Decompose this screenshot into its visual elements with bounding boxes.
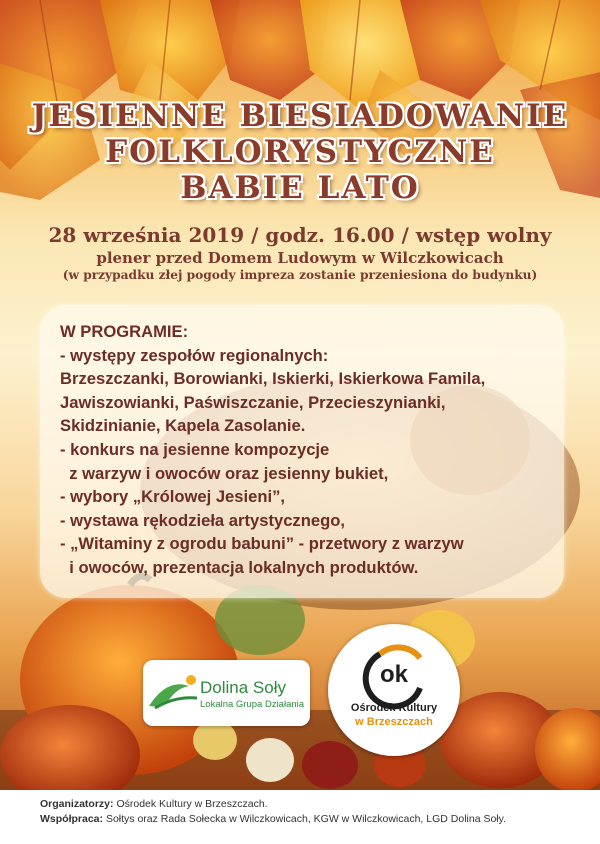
footer-cooperation [40, 812, 506, 827]
dolina-sola-subtitle: Lokalna Grupa Działania [200, 699, 305, 710]
program-line: - wystawa rękodzieła artystycznego, [60, 510, 345, 530]
event-date: 28 września 2019 / godz. 16.00 / wstęp wolny [48, 223, 552, 247]
event-place: plener przed Domem Ludowym w Wilczkowicach [96, 249, 504, 267]
ok-mark-text: ok [379, 661, 409, 688]
program-line: Jawiszowianki, Paświszczanie, Przecieszynianki, [60, 392, 446, 412]
program-line: i owoców, prezentacja lokalnych produktów. [60, 557, 419, 577]
osrodek-kultury-logo [328, 624, 460, 756]
footer [40, 797, 506, 827]
organizers-value: Ośrodek Kultury w Brzeszczach. [116, 798, 268, 810]
program-line: z warzyw i owoców oraz jesienny bukiet, [60, 463, 389, 483]
organizers-label: Organizatorzy: [40, 798, 114, 810]
title-line-3: BABIE LATO [180, 170, 420, 206]
dolina-sola-mark-icon [147, 668, 207, 718]
program-line: - wybory „Królowej Jesieni”, [60, 487, 285, 507]
program-line: Brzeszczanki, Borowianki, Iskierki, Iskierkowa Famila, [60, 369, 486, 389]
ok-name: Ośrodek Kultury [350, 702, 438, 714]
cooperation-value: Sołtys oraz Rada Sołecka w Wilczkowicach, KGW w Wilczkowicach, LGD Dolina Soły. [105, 813, 507, 825]
program-line: - konkurs na jesienne kompozycje [60, 439, 330, 459]
cooperation-label: Współpraca: [40, 813, 104, 825]
dolina-sola-name: Dolina Soły [200, 678, 286, 697]
event-weather-note: (w przypadku złej pogody impreza zostanie przeniesiona do budynku) [62, 268, 538, 282]
ok-mark-icon [328, 630, 460, 710]
program-heading: W PROGRAMIE: [60, 322, 189, 341]
title-line-2: FOLKLORYSTYCZNE [105, 134, 495, 170]
program-line: Skidzinianie, Kapela Zasolanie. [60, 416, 306, 436]
program-line: - „Witaminy z ogrodu babuni” - przetwory z warzyw [60, 534, 464, 554]
title-line-1: JESIENNE BIESIADOWANIE [31, 98, 569, 134]
program-line: - występy zespołów regionalnych: [60, 345, 329, 365]
ok-town: w Brzeszczach [355, 716, 433, 728]
program-list [60, 320, 560, 580]
footer-organizers [40, 797, 506, 812]
